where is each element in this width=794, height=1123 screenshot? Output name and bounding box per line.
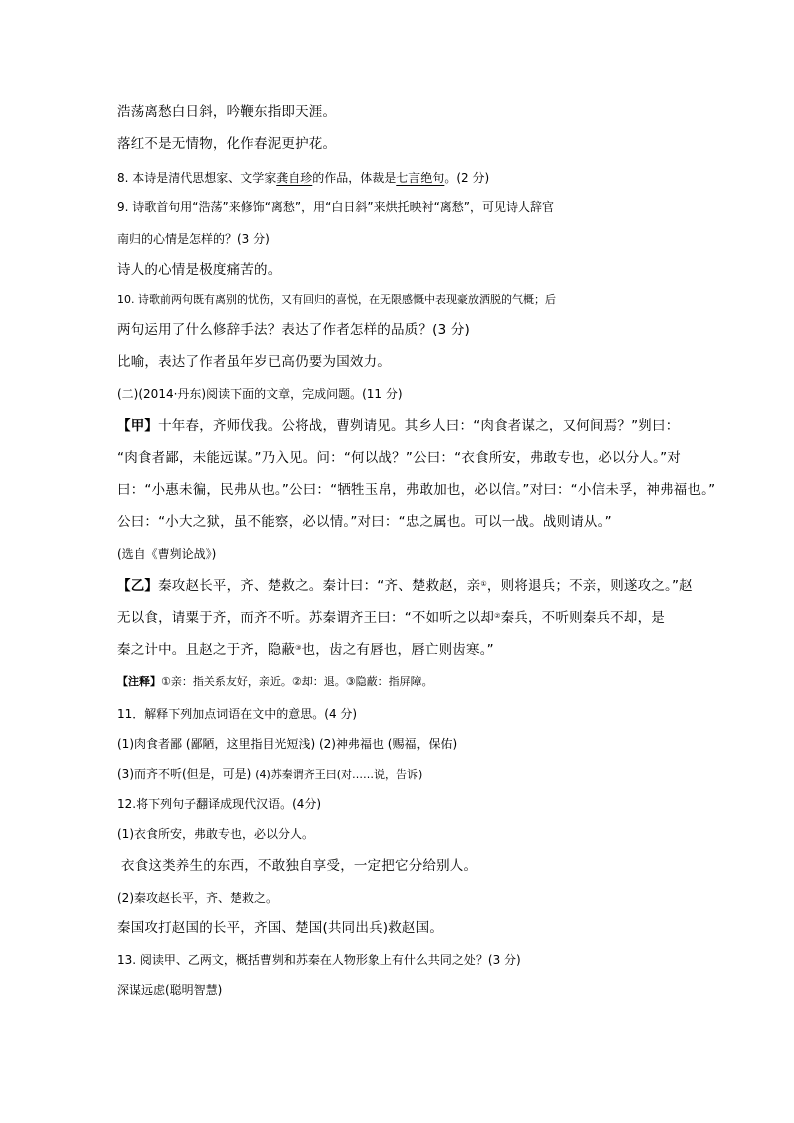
- footnote-mark-3: ③: [295, 644, 302, 652]
- q8-score: 。(2 分): [444, 171, 490, 185]
- answer-12-item-1: 衣食这类养生的东西，不敢独自享受，一定把它分给别人。: [121, 858, 478, 874]
- answer-11-item-4: (4)苏秦谓齐王曰(对……说，告诉): [255, 768, 423, 781]
- notes-body: ①亲：指关系友好，亲近。②却：退。③隐蔽：指屏障。: [161, 675, 433, 688]
- question-11: 11．解释下列加点词语在文中的意思。(4 分): [117, 707, 358, 721]
- text-jia-line-1-body: 十年春，齐师伐我。公将战，曹刿请见。其乡人曰：“肉食者谋之，又何间焉？”刿曰：: [158, 418, 680, 434]
- notes: [117, 674, 433, 690]
- question-12: 12.将下列句子翻译成现代汉语。(4分): [117, 797, 322, 811]
- poem-line-2: 落红不是无情物，化作春泥更护花。: [117, 136, 337, 152]
- answer-11-item-3: (3)而齐不听(但是，可是): [117, 767, 256, 781]
- answer-12-item-2: 秦国攻打赵国的长平，齐国、楚国(共同出兵)救赵国。: [117, 920, 444, 936]
- text-jia-line-4: 公曰：“小大之狱，虽不能察，必以情。”对曰：“忠之属也。可以一战。战则请从。”: [117, 514, 612, 530]
- text-yi-line-1-part-1: 秦攻赵长平，齐、楚救之。秦计曰：“齐、楚救赵，亲: [158, 578, 481, 594]
- footnote-mark-2: ②: [494, 612, 501, 620]
- text-yi-tag: 【乙】: [117, 578, 159, 594]
- text-jia-source: (选自《曹刿论战》): [117, 547, 217, 561]
- q8-middle: 的作品，体裁是: [312, 171, 397, 185]
- text-yi-line-2: [117, 610, 665, 626]
- text-yi-line-2-part-2: 秦兵，不听则秦兵不却，是: [500, 610, 665, 626]
- answer-11-row-1: (1)肉食者鄙 (鄙陋，这里指目光短浅) (2)神弗福也 (赐福，保佑): [117, 737, 458, 751]
- section-2-heading: (二)(2014·丹东)阅读下面的文章，完成问题。(11 分): [117, 387, 403, 401]
- text-yi-line-1-part-2: ，则将退兵；不亲，则遂攻之。”赵: [486, 578, 693, 594]
- text-yi-line-3-part-2: 也，齿之有唇也，唇亡则齿寒。”: [301, 642, 494, 658]
- answer-10: 比喻，表达了作者虽年岁已高仍要为国效力。: [117, 354, 391, 370]
- question-13: 13. 阅读甲、乙两文，概括曹刿和苏秦在人物形象上有什么共同之处？(3 分): [117, 953, 521, 967]
- text-jia-tag: 【甲】: [117, 418, 159, 434]
- question-9-line-2: 南归的心情是怎样的？(3 分): [117, 232, 270, 246]
- text-yi-line-2-part-1: 无以食，请粟于齐，而齐不听。苏秦谓齐王曰：“不如听之以却: [117, 610, 495, 626]
- question-12-item-2: (2)秦攻赵长平，齐、楚救之。: [117, 891, 278, 905]
- question-12-item-1: (1)衣食所安，弗敢专也，必以分人。: [117, 827, 314, 841]
- text-yi-line-3: [117, 642, 494, 658]
- answer-9: 诗人的心情是极度痛苦的。: [117, 262, 282, 278]
- poem-line-1: 浩荡离愁白日斜，吟鞭东指即天涯。: [117, 104, 337, 120]
- text-jia-line-2: “肉食者鄙，未能远谋。”乃入见。问：“何以战？”公曰：“衣食所安，弗敢专也，必以分人。”对: [117, 450, 681, 466]
- question-9-line-1: 9. 诗歌首句用“浩荡”来修饰“离愁”，用“白日斜”来烘托映衬“离愁”，可见诗人辞官: [117, 200, 555, 214]
- text-jia-line-1: [117, 418, 679, 434]
- question-10-line-2: 两句运用了什么修辞手法？表达了作者怎样的品质？(3 分): [117, 322, 471, 338]
- text-jia-line-3: 曰：“小惠未徧，民弗从也。”公曰：“牺牲玉帛，弗敢加也，必以信。”对曰：“小信未孚，神弗福也。”: [117, 482, 716, 498]
- text-yi-line-1: [117, 578, 693, 594]
- notes-tag: 【注释】: [117, 675, 161, 688]
- q8-prefix: 8. 本诗是清代思想家、文学家: [117, 171, 277, 185]
- question-8: [117, 170, 489, 186]
- answer-11-row-2: [117, 766, 422, 783]
- footnote-mark-1: ①: [480, 580, 487, 588]
- q8-answer-form: 七言绝句: [396, 171, 445, 185]
- text-yi-line-3-part-1: 秦之计中。且赵之于齐，隐蔽: [117, 642, 296, 658]
- answer-13: 深谋远虑(聪明智慧): [117, 983, 223, 997]
- question-10-line-1: 10. 诗歌前两句既有离别的忧伤，又有回归的喜悦，在无限感慨中表现豪放洒脱的气概；后: [117, 293, 556, 306]
- q8-answer-author: 龚自珍: [276, 171, 313, 185]
